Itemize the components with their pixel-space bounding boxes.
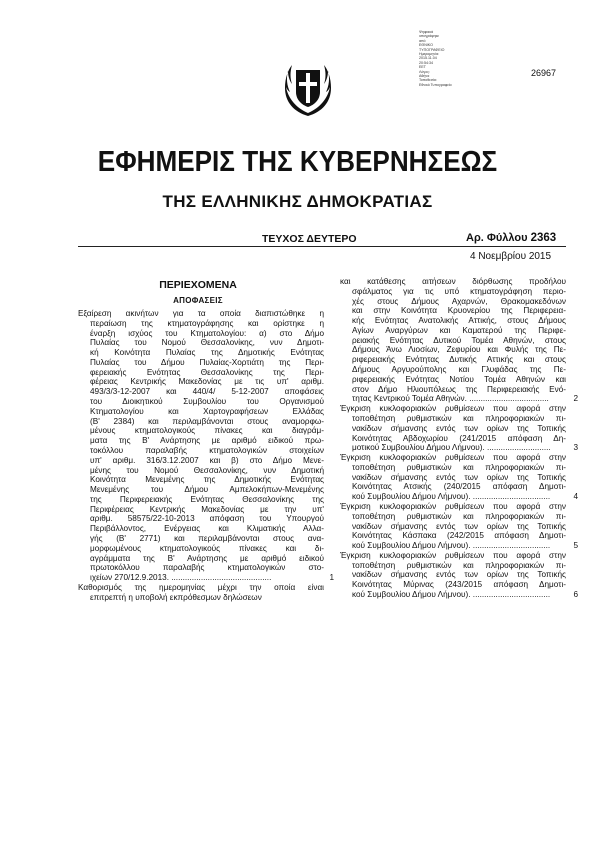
contents-entry-line: Καθορισμός της ημερομηνίας μέχρι την οποία είναι	[78, 582, 324, 592]
contents-entry-line: πρωτοκόλλου παραλαβής κτηματολογικών στο-	[90, 563, 324, 573]
contents-entry-line: Έγκριση κυκλοφοριακών ρυθμίσεων που αφορά στην	[340, 453, 566, 463]
contents-entry-line: φέρειας Κεντρικής Μακεδονίας με τις υπ' αριθμ.	[90, 377, 324, 387]
contents-entry-page: 3	[573, 443, 578, 453]
contents-entry-line: κής Ενότητας Ανατολικής Αττικής, στους Δήμους	[352, 316, 566, 326]
issue-label: ΤΕΥΧΟΣ ΔΕΥΤΕΡΟ	[262, 233, 357, 245]
contents-entry-line: Δήμους Αργυρούπολης και Γλυφάδας της Πε-	[352, 365, 566, 375]
contents-entry-line: Περιφέρειας Κεντρικής Μακεδονίας με την υπ'	[90, 504, 324, 514]
contents-entry-line: Κοινότητα Μενεμένης της Δημοτικής Ενότητας	[90, 475, 324, 485]
contents-entry-line: Κοινότητας Αβδοχωρίου (241/2015 απόφαση Δη-	[352, 433, 566, 443]
contents-entry-line: Περιβάλλοντος, Ενέργειας και Κλιματικής Αλλα-	[90, 524, 324, 534]
contents-entry-line: τοποθέτηση ρυθμιστικών και πληροφοριακών πι-	[352, 560, 566, 570]
stamp-line: Αθήνα	[419, 74, 430, 79]
contents-entry-line: Δήμους Άνω Λιοσίων, Ζεφυρίου και Φυλής της Πε-	[352, 345, 566, 355]
contents-entry-line: τοκόλλου παραλαβής κτηματολογικών στοιχείων	[90, 445, 324, 455]
contents-entry-line: φερειακής Ενότητας Θεσσαλονίκης της Περι-	[90, 367, 324, 377]
contents-entry-line: ματα της Β' Ανάρτησης με αριθμό ειδικού πρω-	[90, 436, 324, 446]
contents-entry-line: μοτικού Συμβουλίου Δήμου Λήμνου). ............................	[352, 443, 551, 453]
contents-entry-line: κού Συμβουλίου Δήμου Λήμνου). ..................................	[352, 492, 551, 502]
contents-entry-line: ρειακής Ενότητας Δυτικού Τομέα Αθηνών, στους	[352, 335, 566, 345]
contents-entry-line: μένους κτηματολογικούς πίνακες και διαγράμ-	[90, 426, 324, 436]
contents-entry-line: χές στους Δήμους Αχαρνών, Θρακομακεδόνων	[352, 296, 566, 306]
stamp-line: από	[419, 38, 426, 43]
contents-left-column	[78, 309, 334, 602]
contents-entry-line: Έγκριση κυκλοφοριακών ρυθμίσεων που αφορά στην	[340, 404, 566, 414]
contents-entry	[340, 501, 578, 551]
contents-entry-line: νακίδων σήμανσης εντός των ορίων της Τοπικής	[352, 521, 566, 531]
contents-entry	[340, 404, 578, 453]
contents-entry-line: περαίωση της κτηματογράφησης και ορίστηκε η	[90, 318, 324, 328]
contents-entry-line: τοποθέτηση ρυθμιστικών και πληροφοριακών πι-	[352, 511, 566, 521]
contents-entry-line: Πυλαίας του Νομού Θεσσαλονίκης, νυν Δημοτι-	[90, 338, 324, 348]
contents-entry-line: κού Συμβουλίου Δήμου Λήμνου). ..................................	[352, 590, 551, 599]
contents-entry-line: μορφωμένους κτηματολογικούς πίνακες και δι-	[90, 543, 324, 553]
contents-entry-line: κού Συμβουλίου Δήμου Λήμνου). ..................................	[352, 541, 551, 551]
contents-entry	[78, 309, 334, 583]
contents-entry-page: 5	[573, 541, 578, 551]
contents-entry	[78, 583, 324, 603]
contents-entry-page: 2	[573, 394, 578, 404]
contents-entry-line: σφάλματος για τις υπό κτηματογράφηση περιο-	[352, 286, 566, 296]
contents-entry-line: αγράμματα της Β' Ανάρτησης με αριθμό ειδικού	[90, 553, 324, 563]
contents-heading: ΠΕΡΙΕΧΟΜΕΝΑ	[159, 279, 237, 291]
contents-entry-line: αριθμ. 58575/22-10-2013 απόφαση του Υπουργού	[90, 514, 324, 524]
contents-entry-line: ριφερειακής Ενότητας Δυτικής Αττικής και στους	[352, 355, 566, 365]
contents-entry	[340, 550, 578, 600]
contents-entry-line: Έγκριση κυκλοφοριακών ρυθμίσεων που αφορά στην	[340, 501, 566, 511]
stamp-line: Τοποθεσία:	[419, 78, 437, 83]
gazette-subtitle: ΤΗΣ ΕΛΛΗΝΙΚΗΣ ΔΗΜΟΚΡΑΤΙΑΣ	[162, 192, 433, 211]
contents-entry-line: τοποθέτηση ρυθμιστικών και πληροφοριακών πι-	[352, 462, 566, 472]
contents-entry-line: υπ' αριθμ. 316/3.12.2007 και β) στο Δήμο Μενε-	[90, 455, 324, 465]
contents-entry-line: τητας Κεντρικού Τομέα Αθηνών. ...................................	[352, 394, 549, 404]
contents-entry-line: μένης του Νομού Θεσσαλονίκης, νυν Δημοτική	[90, 465, 324, 475]
stamp-line: 20:54:34	[419, 60, 433, 65]
contents-entry-line: επιτρεπτή η υποβολή εκπρόθεσμων δηλώσεων	[90, 592, 262, 602]
contents-entry-line: ιχείων 270/12.9.2013. ............................................	[90, 573, 272, 583]
contents-entry-line: της Περιφερειακής Ενότητας Θεσσαλονίκης της	[90, 494, 324, 504]
contents-entry-line: Κοινότητας Μύρινας (243/2015 απόφαση Δημοτι-	[352, 580, 566, 590]
decisions-heading: ΑΠΟΦΑΣΕΙΣ	[173, 296, 223, 305]
gazette-title: ΕΦΗΜΕΡΙΣ ΤΗΣ ΚΥΒΕΡΝΗΣΕΩΣ	[97, 146, 498, 178]
contents-entry-line: έναρξη ισχύος του Κτηματολογίου: α) στο Δήμο	[90, 328, 324, 338]
contents-entry-line: Εξαίρεση ακινήτων για τα οποία διαπιστώθηκε η	[78, 309, 324, 318]
contents-entry-line: Μενεμένης του Δήμου Αμπελοκήπων-Μενεμένης	[90, 485, 324, 495]
contents-entry-line: Κτηματολογίου και Χαρτογραφήσεων Ελλάδας	[90, 406, 324, 416]
page-number: 26967	[531, 68, 557, 78]
digital-signature-stamp	[419, 30, 489, 87]
contents-entry-line: και κατάθεσης αιτήσεων διόρθωσης προδήλου	[340, 277, 566, 286]
sheet-number	[466, 232, 556, 244]
contents-entry-line: στον Δήμο Ηλιουπόλεως της Περιφερειακής Ενό-	[352, 384, 566, 394]
contents-entry-line: Κοινότητας Κάσπακα (242/2015 απόφαση Δημοτι-	[352, 531, 566, 541]
stamp-line: Λόγος:	[419, 69, 430, 74]
contents-entry	[340, 277, 578, 404]
stamp-line: EET	[419, 65, 426, 70]
contents-right-column	[340, 277, 578, 600]
stamp-line: Ψηφιακά	[419, 30, 434, 34]
contents-entry-line: νακίδων σήμανσης εντός των ορίων της Τοπικής	[352, 472, 566, 482]
contents-entry-page: 4	[573, 492, 578, 502]
contents-entry-line: (Β' 2384) και περιλαμβάνονται στους αναμορφω-	[90, 416, 324, 426]
contents-entry-line: και στην Κοινότητα Κρυονερίου της Περιφερεια-	[352, 306, 566, 316]
contents-entry-line: του Διοικητικού Συμβουλίου του Οργανισμού	[90, 397, 324, 407]
contents-entry-line: τοποθέτηση ρυθμιστικών και πληροφοριακών πι-	[352, 413, 566, 423]
stamp-line: υπογράφηκε	[419, 34, 440, 39]
greek-coat-of-arms-icon	[282, 58, 334, 120]
header-rule	[78, 246, 566, 247]
contents-entry-line: κή Κοινότητα Πυλαίας της Δημοτικής Ενότητας	[90, 348, 324, 358]
stamp-line: ΕΘΝΙΚΟ	[419, 43, 433, 48]
contents-entry-page: 1	[329, 573, 334, 583]
contents-entry-line: Αγίων Αναργύρων και Καματερού της Περιφε-	[352, 325, 566, 335]
contents-entry-line: γής (Β' 2771) και περιλαμβάνονται στους ανα-	[90, 533, 324, 543]
contents-entry-page: 6	[573, 590, 578, 599]
contents-entry-line: Έγκριση κυκλοφοριακών ρυθμίσεων που αφορά στην	[340, 550, 566, 560]
sheet-number-value: 2363	[530, 232, 557, 244]
stamp-line: Εθνικό Τυπογραφείο	[419, 82, 452, 87]
contents-entry-line: 493/3/3-12-2007 και 440/4/ 5-12-2007 αποφάσεις	[90, 387, 324, 397]
contents-entry-line: νακίδων σήμανσης εντός των ορίων της Τοπικής	[352, 570, 566, 580]
stamp-line: 2015.11.04	[419, 56, 437, 61]
contents-entry-line: Πυλαίας του Δήμου Πυλαίας-Χορτιάτη της Περι-	[90, 357, 324, 367]
contents-entry-line: νακίδων σήμανσης εντός των ορίων της Τοπικής	[352, 423, 566, 433]
sheet-label: Αρ. Φύλλου	[466, 232, 528, 244]
stamp-line: ΤΥΠΟΓΡΑΦΕΙΟ	[419, 47, 445, 52]
contents-entry-line: ριφερειακής Ενότητας Νοτίου Τομέα Αθηνών και	[352, 374, 566, 384]
issue-date: 4 Νοεμβρίου 2015	[470, 251, 552, 262]
contents-entry	[340, 453, 578, 502]
stamp-line: Ημερομηνία:	[419, 52, 440, 57]
contents-entry-line: Κοινότητας Ατσικής (240/2015 απόφαση Δημοτι-	[352, 482, 566, 492]
